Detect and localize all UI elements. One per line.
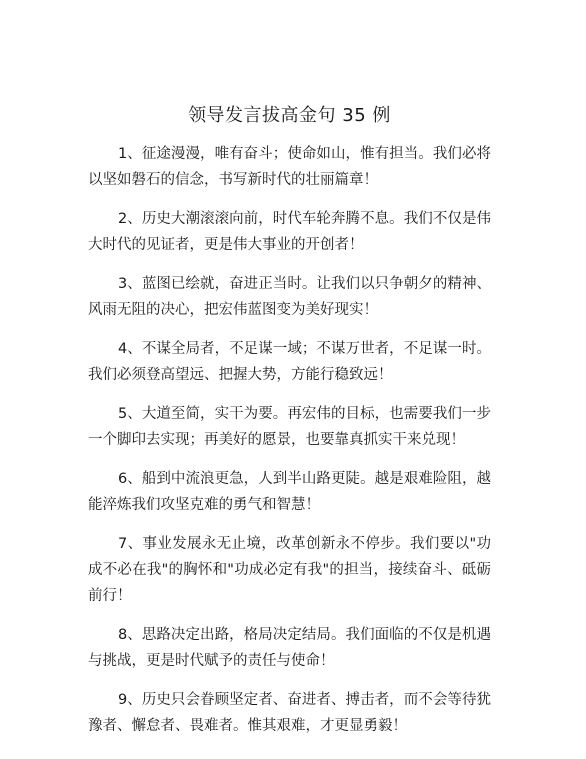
- list-item: 7、事业发展永无止境，改革创新永不停步。我们要以"功成不必在我"的胸怀和"功成必定有我"的担当，接续奋斗、砥砺前行！: [88, 536, 491, 604]
- list-item: 9、历史只会眷顾坚定者、奋进者、搏击者，而不会等待犹豫者、懈怠者、畏难者。惟其艰难，才更显勇毅！: [88, 692, 491, 734]
- list-item: 1、征途漫漫，唯有奋斗；使命如山，惟有担当。我们必将以坚如磐石的信念，书写新时代的壮丽篇章！: [88, 146, 491, 188]
- list-item: 4、不谋全局者，不足谋一域；不谋万世者，不足谋一时。我们必须登高望远、把握大势，方能行稳致远！: [88, 341, 491, 383]
- page-title: 领导发言拔高金句 35 例: [188, 105, 391, 126]
- list-item: 8、思路决定出路，格局决定结局。我们面临的不仅是机遇与挑战，更是时代赋予的责任与使命！: [88, 627, 491, 669]
- list-item: 2、历史大潮滚滚向前，时代车轮奔腾不息。我们不仅是伟大时代的见证者，更是伟大事业的开创者！: [88, 211, 491, 253]
- quote-list: [88, 141, 491, 739]
- list-item: 5、大道至简，实干为要。再宏伟的目标，也需要我们一步一个脚印去实现；再美好的愿景，也要靠真抓实干来兑现！: [88, 406, 491, 448]
- list-item: 3、蓝图已绘就，奋进正当时。让我们以只争朝夕的精神、风雨无阻的决心，把宏伟蓝图变为美好现实！: [88, 276, 491, 318]
- list-item: 6、船到中流浪更急，人到半山路更陡。越是艰难险阻，越能淬炼我们攻坚克难的勇气和智慧！: [88, 471, 491, 513]
